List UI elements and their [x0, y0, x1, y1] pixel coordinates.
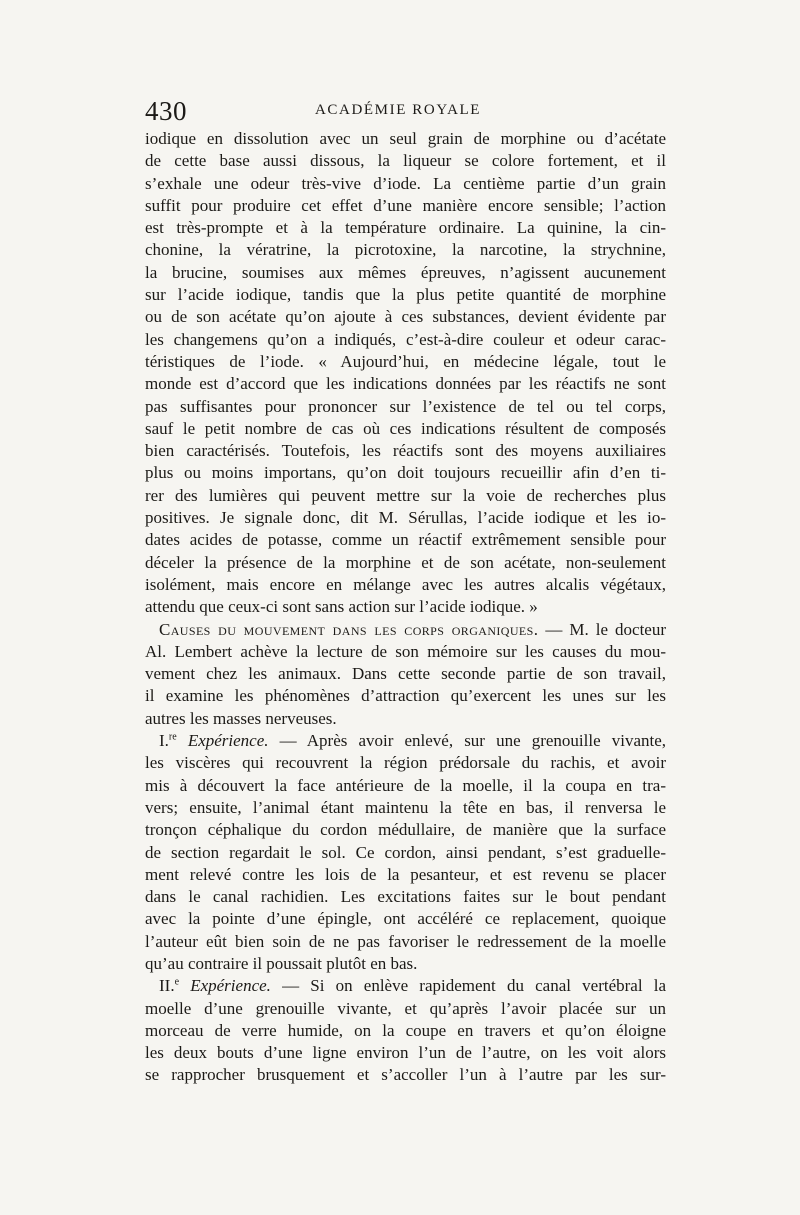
- experiment-label: Expérience.: [187, 731, 269, 751]
- text-line: morceau de verre humide, on la coupe en travers et qu’on éloigne: [145, 1020, 666, 1040]
- text-line: Al. Lembert achève la lecture de son mémoire sur les causes du mou-: [145, 641, 666, 661]
- text-line: moelle d’une grenouille vivante, et qu’après l’avoir placée sur un: [145, 998, 666, 1018]
- text-line: vement chez les animaux. Dans cette seconde partie de son travail,: [145, 664, 666, 684]
- body-text: [145, 128, 666, 1087]
- text-line: est très-prompte et à la température ordinaire. La quinine, la cin-: [145, 218, 666, 238]
- text-line: sur l’acide iodique, tandis que la plus petite quantité de morphine: [145, 285, 666, 305]
- section-heading: Causes du mouvement dans les corps organiques.: [159, 619, 539, 639]
- page-number: 430: [145, 96, 187, 126]
- text-line: dates acides de potasse, comme un réactif extrêmement sensible pour: [145, 530, 666, 550]
- experiment-line: [145, 730, 666, 752]
- text-line: la brucine, soumises aux mêmes épreuves, n’agissent aucunement: [145, 262, 666, 282]
- text-run: — Après avoir enlevé, sur une grenouille vivante,: [268, 731, 667, 751]
- text-line: autres les masses nerveuses.: [145, 708, 337, 728]
- text-line: mis à découvert la face antérieure de la moelle, il la coupa en tra-: [145, 775, 666, 795]
- text-line: déceler la présence de la morphine et de son acétate, non-seulement: [145, 552, 666, 572]
- text-line: dans le canal rachidien. Les excitations faites sur le bout pendant: [145, 887, 666, 907]
- text-line: il examine les phénomènes d’attraction qu’exercent les unes sur les: [145, 686, 666, 706]
- text-line: iodique en dissolution avec un seul grain de morphine ou d’acétate: [145, 129, 666, 148]
- text-run: — Si on enlève rapidement du canal vertébral la: [270, 976, 666, 996]
- experiment-line: [145, 975, 666, 997]
- experiment-number: II.: [159, 976, 175, 996]
- experiment-number: I.: [159, 731, 169, 751]
- page-header: [145, 96, 665, 126]
- text-line: s’exhale une odeur très-vive d’iode. La centième partie d’un grain: [145, 173, 666, 193]
- text-line: avec la pointe d’une épingle, ont accéléré ce replacement, quoique: [145, 909, 666, 929]
- text-line: rer des lumières qui peuvent mettre sur la voie de recherches plus: [145, 485, 666, 505]
- text-line: qu’au contraire il poussait plutôt en bas.: [145, 953, 418, 973]
- text-line: les deux bouts d’une ligne environ l’un de l’autre, on les voit alors: [145, 1043, 666, 1063]
- text-line: les changemens qu’on a indiqués, c’est-à-dire couleur et odeur carac-: [145, 329, 666, 349]
- text-line: monde est d’accord que les indications données par les réactifs ne sont: [145, 374, 666, 394]
- text-line: positives. Je signale donc, dit M. Sérullas, l’acide iodique et les io-: [145, 508, 666, 528]
- text-line: se rapprocher brusquement et s’accoller l’un à l’autre par les sur-: [145, 1065, 666, 1085]
- text-line: plus ou moins importans, qu’on doit toujours recueillir afin d’en ti-: [145, 463, 666, 483]
- text-line: attendu que ceux-ci sont sans action sur l’acide iodique. »: [145, 597, 538, 617]
- text-line: de section regardait le sol. Ce cordon, ainsi pendant, s’est graduelle-: [145, 842, 666, 862]
- running-head: ACADÉMIE ROYALE: [315, 102, 482, 118]
- text-run: — M. le docteur: [538, 619, 666, 639]
- text-line: pas suffisantes pour prononcer sur l’existence de tel ou tel corps,: [145, 396, 666, 416]
- text-line: tronçon céphalique du cordon médullaire, de manière que la surface: [145, 820, 666, 840]
- text-line: vers; ensuite, l’animal étant maintenu la tête en bas, il renversa le: [145, 797, 666, 817]
- text-line: chonine, la vératrine, la picrotoxine, la narcotine, la strychnine,: [145, 240, 666, 260]
- text-line: suffit pour produire cet effet d’une manière encore sensible; l’action: [145, 195, 666, 215]
- text-line: de cette base aussi dissous, la liqueur se colore fortement, et il: [145, 151, 666, 171]
- text-line: les viscères qui recouvrent la région prédorsale du rachis, et avoir: [145, 753, 666, 773]
- text-line: ou de son acétate qu’on ajoute à ces substances, devient évidente par: [145, 307, 666, 327]
- text-line: isolément, mais encore en mélange avec les autres alcalis végétaux,: [145, 574, 666, 594]
- ordinal-suffix: e: [174, 976, 180, 988]
- section-line: [145, 619, 666, 641]
- ordinal-suffix: re: [168, 731, 177, 743]
- text-line: bien caractérisés. Toutefois, les réactifs sont des moyens auxiliaires: [145, 441, 666, 461]
- text-line: l’auteur eût bien soin de ne pas favoriser le redressement de la moelle: [145, 931, 666, 951]
- text-line: ment relevé contre les lois de la pesanteur, et est revenu se placer: [145, 864, 666, 884]
- text-line: sauf le petit nombre de cas où ces indications résultent de composés: [145, 418, 666, 438]
- text-line: téristiques de l’iode. « Aujourd’hui, en médecine légale, tout le: [145, 351, 666, 371]
- experiment-label: Expérience.: [190, 976, 271, 996]
